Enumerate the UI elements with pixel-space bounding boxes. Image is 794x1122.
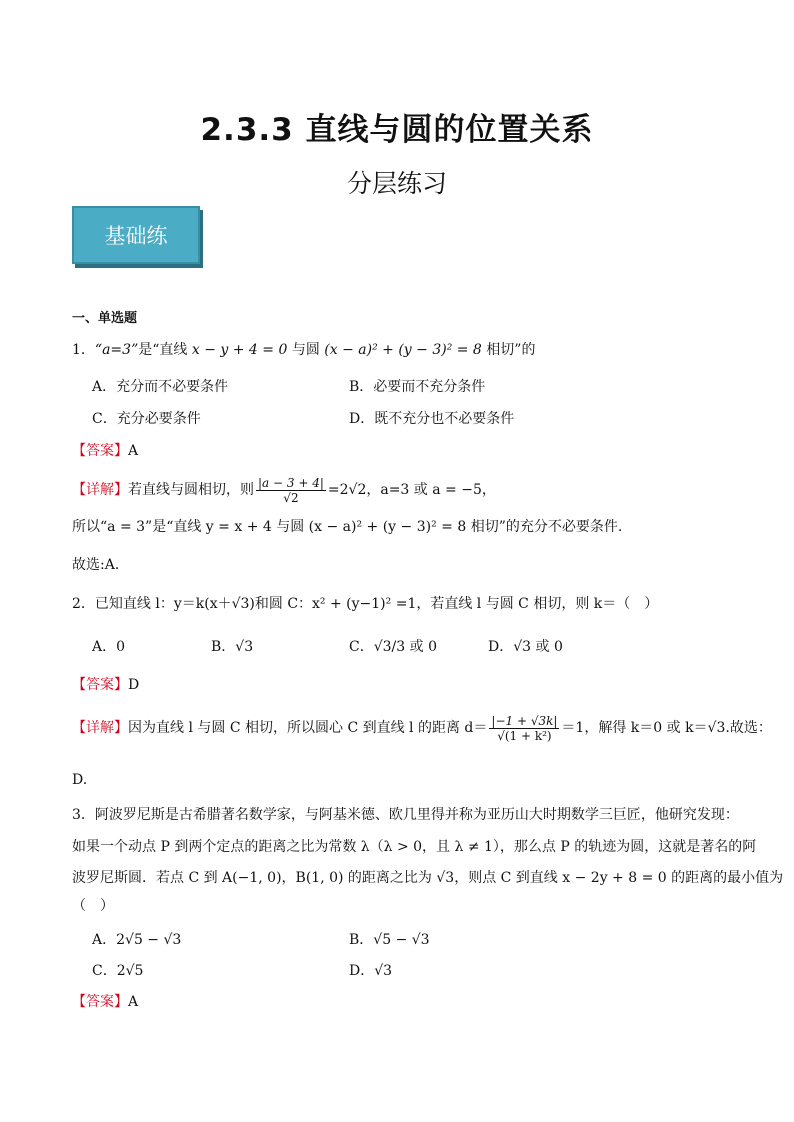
answer-tag: 【答案】 [72, 994, 128, 1010]
fraction-denominator: √2 [283, 490, 299, 505]
q3-option-a: A．2√5 − √3 [92, 932, 182, 948]
detail-tag: 【详解】 [72, 482, 128, 498]
q2-option-b: B．√3 [211, 639, 254, 655]
q2-detail-text2: ＝1，解得 k＝0 或 k＝√3.故选： [561, 720, 772, 736]
q1-number: 1． [72, 342, 95, 358]
q1-stem-part2: 与圆 [291, 342, 320, 358]
q2-option-a: A．0 [92, 639, 126, 655]
q1-stem-part3: 相切”的 [486, 342, 536, 358]
q1-detail-conclusion: 所以“a = 3”是“直线 y = x + 4 与圆 (x − a)² + (y − 3)² = 8 相切”的充分不必要条件. [72, 519, 623, 535]
question-1-stem [72, 341, 535, 359]
q1-option-c: C．充分必要条件 [92, 411, 201, 427]
q1-stem-part1: 是“直线 [138, 342, 188, 358]
q3-option-b: B．√5 − √3 [349, 932, 430, 948]
q1-distance-fraction [256, 476, 326, 505]
q3-option-d: D．√3 [349, 963, 393, 979]
q1-circle-equation: (x − a)² + (y − 3)² = 8 [324, 342, 482, 358]
q1-detail-choice: 故选:A． [72, 557, 129, 573]
detail-tag: 【详解】 [72, 720, 128, 736]
answer-value: D [128, 677, 140, 693]
q2-detail-text1: 因为直线 l 与圆 C 相切，所以圆心 C 到直线 l 的距离 d＝ [128, 720, 488, 736]
q1-detail-text2: =2√2，a=3 或 a = −5， [327, 482, 496, 498]
question-3-line-2: 如果一个动点 P 到两个定点的距离之比为常数 λ（λ > 0，且 λ ≠ 1），那么点 P 的轨迹为圆，这就是著名的阿 [72, 839, 757, 855]
answer-tag: 【答案】 [72, 677, 128, 693]
page-title: 2.3.3 直线与圆的位置关系 [200, 112, 594, 148]
q2-option-c: C．√3/3 或 0 [349, 639, 437, 655]
q1-line-equation: x − y + 4 = 0 [191, 342, 288, 358]
q1-condition: “a=3” [94, 342, 139, 358]
q3-option-c: C．2√5 [92, 963, 144, 979]
fraction-numerator: |a − 3 + 4| [258, 475, 324, 490]
question-2-stem: 2．已知直线 l：y＝k(x＋√3)和圆 C：x² + (y−1)² =1，若直线 l 与圆 C 相切，则 k＝（ ） [72, 596, 659, 612]
section-heading: 一、单选题 [72, 311, 138, 326]
answer-tag: 【答案】 [72, 443, 128, 459]
question-3-line-1: 3．阿波罗尼斯是古希腊著名数学家，与阿基米德、欧几里得并称为亚历山大时期数学三巨匠，他研究发现： [72, 807, 739, 823]
fraction-numerator: |−1 + √3k| [491, 713, 558, 728]
fraction-denominator: √(1 + k²) [497, 728, 552, 743]
q2-answer [72, 676, 139, 694]
question-3-line-4: （ ） [72, 898, 114, 914]
q1-detail [72, 472, 496, 508]
level-badge: 基础练 [72, 206, 200, 264]
q1-option-d: D．既不充分也不必要条件 [349, 411, 515, 427]
q2-detail [72, 710, 772, 746]
q1-answer [72, 442, 138, 460]
q3-answer [72, 993, 138, 1011]
q2-distance-fraction [489, 714, 559, 743]
answer-value: A [128, 994, 139, 1010]
q1-option-b: B．必要而不充分条件 [349, 379, 486, 395]
q2-option-d: D．√3 或 0 [488, 639, 563, 655]
q1-option-a: A．充分而不必要条件 [92, 379, 229, 395]
page-subtitle: 分层练习 [346, 169, 447, 198]
q1-detail-text1: 若直线与圆相切，则 [128, 482, 254, 498]
question-3-line-3: 波罗尼斯圆．若点 C 到 A(−1, 0)，B(1, 0) 的距离之比为 √3，则点 C 到直线 x − 2y + 8 = 0 的距离的最小值为 [72, 870, 784, 886]
q2-detail-choice: D. [72, 772, 88, 788]
answer-value: A [128, 443, 139, 459]
